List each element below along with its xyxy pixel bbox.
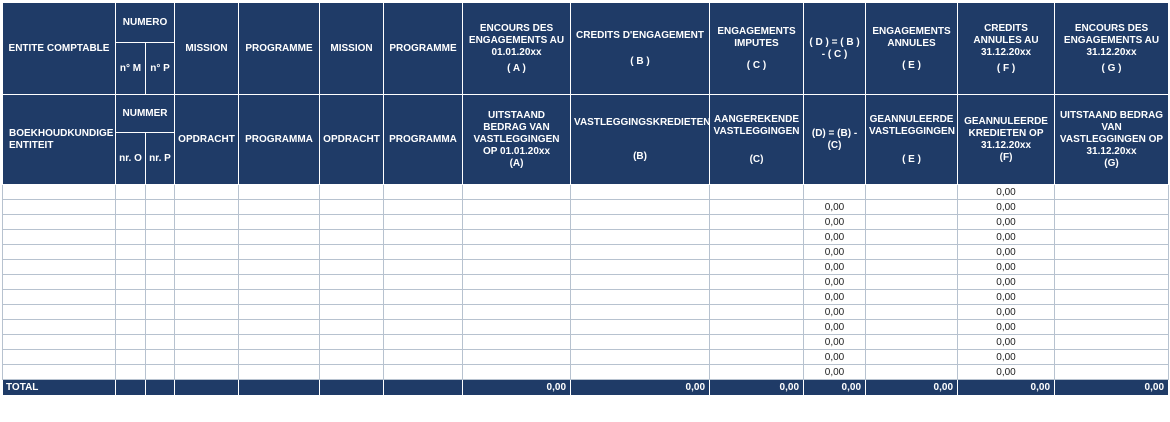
table-row (3, 260, 1169, 275)
table-cell[interactable] (463, 230, 571, 245)
table-cell[interactable] (175, 215, 239, 230)
table-cell[interactable] (384, 200, 463, 215)
header-annules-e: ENGAGEMENTS ANNULES ( E ) (866, 3, 958, 95)
cell-d[interactable]: 0,00 (804, 335, 866, 350)
table-cell[interactable] (571, 335, 710, 350)
table-cell[interactable] (175, 290, 239, 305)
table-cell[interactable] (384, 350, 463, 365)
table-cell[interactable] (710, 260, 804, 275)
table-cell[interactable] (3, 305, 116, 320)
table-cell[interactable] (320, 365, 384, 380)
header-encours-g: ENCOURS DES ENGAGEMENTS AU 31.12.20xx ( G ) (1055, 3, 1169, 95)
table-cell[interactable] (866, 305, 958, 320)
cell-d[interactable]: 0,00 (804, 230, 866, 245)
table-cell[interactable] (3, 260, 116, 275)
header-formula-d: ( D ) = ( B ) - ( C ) (804, 3, 866, 95)
cell-f[interactable]: 0,00 (958, 320, 1055, 335)
table-cell[interactable] (320, 245, 384, 260)
header-credits-f: CREDITS ANNULES AU 31.12.20xx ( F ) (958, 3, 1055, 95)
table-row (3, 275, 1169, 290)
table-cell[interactable] (239, 350, 320, 365)
total-cell (239, 380, 320, 396)
total-a: 0,00 (463, 380, 571, 396)
table-cell[interactable] (175, 320, 239, 335)
table-cell[interactable] (146, 200, 175, 215)
table-cell[interactable] (146, 320, 175, 335)
table-cell[interactable] (3, 350, 116, 365)
table-cell[interactable] (866, 290, 958, 305)
total-b: 0,00 (571, 380, 710, 396)
table-cell[interactable] (866, 215, 958, 230)
table-cell[interactable] (1055, 320, 1169, 335)
table-cell[interactable] (3, 365, 116, 380)
table-cell[interactable] (571, 260, 710, 275)
header-programma-2: PROGRAMMA (384, 95, 463, 185)
table-cell[interactable] (116, 365, 146, 380)
total-cell (320, 380, 384, 396)
header-entite: ENTITE COMPTABLE (3, 3, 116, 95)
table-cell[interactable] (116, 350, 146, 365)
total-f: 0,00 (958, 380, 1055, 396)
table-cell[interactable] (384, 365, 463, 380)
cell-d[interactable]: 0,00 (804, 215, 866, 230)
table-cell[interactable] (320, 290, 384, 305)
table-cell[interactable] (384, 260, 463, 275)
cell-d[interactable]: 0,00 (804, 305, 866, 320)
table-cell[interactable] (146, 230, 175, 245)
header-mission-1: MISSION (175, 3, 239, 95)
table-cell[interactable] (1055, 365, 1169, 380)
cell-d[interactable]: 0,00 (804, 245, 866, 260)
table-cell[interactable] (866, 320, 958, 335)
total-cell (175, 380, 239, 396)
table-cell[interactable] (146, 215, 175, 230)
table-cell[interactable] (384, 290, 463, 305)
table-row (3, 335, 1169, 350)
table-cell[interactable] (116, 275, 146, 290)
table-cell[interactable] (710, 215, 804, 230)
table-cell[interactable] (239, 215, 320, 230)
table-cell[interactable] (3, 320, 116, 335)
header-nummer: NUMMER (116, 95, 175, 133)
table-cell[interactable] (463, 275, 571, 290)
table-cell[interactable] (3, 230, 116, 245)
cell-f[interactable]: 0,00 (958, 260, 1055, 275)
table-cell[interactable] (1055, 305, 1169, 320)
table-cell[interactable] (1055, 230, 1169, 245)
table-cell[interactable] (384, 275, 463, 290)
table-row (3, 365, 1169, 380)
header-imputes-c: ENGAGEMENTS IMPUTES ( C ) (710, 3, 804, 95)
table-cell[interactable] (116, 320, 146, 335)
table-cell[interactable] (384, 335, 463, 350)
table-cell[interactable] (320, 320, 384, 335)
header-entiteit: BOEKHOUDKUNDIGE ENTITEIT (3, 95, 116, 185)
table-cell[interactable] (463, 350, 571, 365)
table-row (3, 320, 1169, 335)
table-cell[interactable] (384, 320, 463, 335)
table-cell[interactable] (116, 305, 146, 320)
table-cell[interactable] (710, 365, 804, 380)
table-cell[interactable] (175, 260, 239, 275)
table-cell[interactable] (146, 305, 175, 320)
total-cell (146, 380, 175, 396)
table-cell[interactable] (710, 200, 804, 215)
table-cell[interactable] (1055, 350, 1169, 365)
table-cell[interactable] (116, 245, 146, 260)
table-cell[interactable] (239, 275, 320, 290)
cell-f[interactable]: 0,00 (958, 200, 1055, 215)
table-cell[interactable] (3, 290, 116, 305)
table-cell[interactable] (571, 215, 710, 230)
table-cell[interactable] (866, 335, 958, 350)
table-row (3, 215, 1169, 230)
table-cell[interactable] (320, 185, 384, 200)
header-programme-2: PROGRAMME (384, 3, 463, 95)
total-d: 0,00 (804, 380, 866, 396)
table-cell[interactable] (463, 260, 571, 275)
table-cell[interactable] (239, 200, 320, 215)
header-mission-2: MISSION (320, 3, 384, 95)
table-cell[interactable] (571, 230, 710, 245)
header-uitstaand-g: UITSTAAND BEDRAG VAN VASTLEGGINGEN OP 31.12.20xx (G) (1055, 95, 1169, 185)
header-opdracht-2: OPDRACHT (320, 95, 384, 185)
table-cell[interactable] (116, 290, 146, 305)
table-cell[interactable] (175, 230, 239, 245)
table-cell[interactable] (710, 185, 804, 200)
table-cell[interactable] (320, 215, 384, 230)
table-cell[interactable] (320, 230, 384, 245)
table-cell[interactable] (384, 230, 463, 245)
table-cell[interactable] (239, 230, 320, 245)
table-cell[interactable] (1055, 335, 1169, 350)
header-aangerekende-c: AANGEREKENDE VASTLEGGINGEN (C) (710, 95, 804, 185)
table-cell[interactable] (384, 245, 463, 260)
table-cell[interactable] (175, 200, 239, 215)
table-row (3, 245, 1169, 260)
table-cell[interactable] (116, 185, 146, 200)
cell-f[interactable]: 0,00 (958, 275, 1055, 290)
table-cell[interactable] (320, 260, 384, 275)
table-cell[interactable] (239, 305, 320, 320)
cell-f[interactable]: 0,00 (958, 350, 1055, 365)
table-cell[interactable] (866, 200, 958, 215)
cell-f[interactable]: 0,00 (958, 185, 1055, 200)
table-cell[interactable] (146, 275, 175, 290)
table-cell[interactable] (463, 365, 571, 380)
table-cell[interactable] (3, 275, 116, 290)
total-cell (384, 380, 463, 396)
table-cell[interactable] (571, 320, 710, 335)
cell-d[interactable]: 0,00 (804, 275, 866, 290)
table-cell[interactable] (866, 275, 958, 290)
table-cell[interactable] (1055, 260, 1169, 275)
table-cell[interactable] (175, 275, 239, 290)
header-vastlegging-b: VASTLEGGINGSKREDIETEN (B) (571, 95, 710, 185)
table-cell[interactable] (866, 245, 958, 260)
table-row (3, 185, 1169, 200)
header-num-p: n° P (146, 43, 175, 95)
table-cell[interactable] (175, 350, 239, 365)
table-cell[interactable] (146, 245, 175, 260)
header-geannuleerde-e: GEANNULEERDE VASTLEGGINGEN ( E ) (866, 95, 958, 185)
cell-f[interactable]: 0,00 (958, 335, 1055, 350)
header-uitstaand-a: UITSTAAND BEDRAG VAN VASTLEGGINGEN OP 01.01.20xx (A) (463, 95, 571, 185)
table-row (3, 350, 1169, 365)
table-cell[interactable] (320, 305, 384, 320)
header-num-m: n° M (116, 43, 146, 95)
total-cell (116, 380, 146, 396)
cell-d[interactable]: 0,00 (804, 260, 866, 275)
table-row (3, 290, 1169, 305)
header-formula-d-nl: (D) = (B) - (C) (804, 95, 866, 185)
table-cell[interactable] (571, 350, 710, 365)
table-cell[interactable] (146, 365, 175, 380)
table-cell[interactable] (571, 365, 710, 380)
header-opdracht-1: OPDRACHT (175, 95, 239, 185)
table-cell[interactable] (3, 215, 116, 230)
table-cell[interactable] (146, 260, 175, 275)
table-cell[interactable] (239, 335, 320, 350)
table-cell[interactable] (239, 290, 320, 305)
table-cell[interactable] (710, 230, 804, 245)
total-e: 0,00 (866, 380, 958, 396)
table-cell[interactable] (239, 365, 320, 380)
table-cell[interactable] (710, 275, 804, 290)
cell-d[interactable]: 0,00 (804, 200, 866, 215)
table-cell[interactable] (116, 335, 146, 350)
cell-d[interactable]: 0,00 (804, 365, 866, 380)
table-cell[interactable] (146, 290, 175, 305)
cell-d[interactable]: 0,00 (804, 320, 866, 335)
table-cell[interactable] (866, 185, 958, 200)
header-credits-b: CREDITS D'ENGAGEMENT ( B ) (571, 3, 710, 95)
table-cell[interactable] (866, 350, 958, 365)
table-cell[interactable] (239, 320, 320, 335)
cell-d[interactable]: 0,00 (804, 290, 866, 305)
table-cell[interactable] (866, 365, 958, 380)
table-cell[interactable] (384, 305, 463, 320)
table-cell[interactable] (175, 365, 239, 380)
table-row (3, 305, 1169, 320)
table-cell[interactable] (175, 245, 239, 260)
table-cell[interactable] (571, 185, 710, 200)
cell-d[interactable] (804, 185, 866, 200)
cell-f[interactable]: 0,00 (958, 305, 1055, 320)
table-cell[interactable] (710, 320, 804, 335)
table-cell[interactable] (146, 335, 175, 350)
table-cell[interactable] (320, 350, 384, 365)
table-cell[interactable] (463, 245, 571, 260)
header-geannuleerde-f: GEANNULEERDE KREDIETEN OP 31.12.20xx (F) (958, 95, 1055, 185)
table-cell[interactable] (571, 245, 710, 260)
header-num-o: nr. O (116, 133, 146, 185)
cell-f[interactable]: 0,00 (958, 230, 1055, 245)
header-programme-1: PROGRAMME (239, 3, 320, 95)
cell-f[interactable]: 0,00 (958, 215, 1055, 230)
table-cell[interactable] (239, 260, 320, 275)
table-cell[interactable] (463, 290, 571, 305)
table-cell[interactable] (239, 185, 320, 200)
table-cell[interactable] (463, 305, 571, 320)
table-cell[interactable] (463, 185, 571, 200)
table-row (3, 200, 1169, 215)
commitments-table (2, 2, 1169, 396)
table-cell[interactable] (710, 245, 804, 260)
table-cell[interactable] (116, 260, 146, 275)
table-cell[interactable] (3, 200, 116, 215)
table-cell[interactable] (1055, 290, 1169, 305)
table-cell[interactable] (116, 200, 146, 215)
table-cell[interactable] (116, 230, 146, 245)
total-g: 0,00 (1055, 380, 1169, 396)
table-cell[interactable] (239, 245, 320, 260)
table-cell[interactable] (146, 185, 175, 200)
table-cell[interactable] (384, 215, 463, 230)
table-row (3, 230, 1169, 245)
table-cell[interactable] (571, 305, 710, 320)
cell-f[interactable]: 0,00 (958, 290, 1055, 305)
table-cell[interactable] (320, 200, 384, 215)
table-cell[interactable] (571, 290, 710, 305)
table-cell[interactable] (463, 200, 571, 215)
table-cell[interactable] (175, 185, 239, 200)
table-cell[interactable] (1055, 215, 1169, 230)
table-cell[interactable] (384, 185, 463, 200)
table-cell[interactable] (463, 320, 571, 335)
table-cell[interactable] (571, 275, 710, 290)
cell-f[interactable]: 0,00 (958, 365, 1055, 380)
table-cell[interactable] (710, 350, 804, 365)
table-cell[interactable] (1055, 200, 1169, 215)
table-cell[interactable] (710, 290, 804, 305)
table-cell[interactable] (1055, 275, 1169, 290)
header-num-p-nl: nr. P (146, 133, 175, 185)
table-cell[interactable] (320, 335, 384, 350)
total-label: TOTAL (3, 380, 116, 396)
table-cell[interactable] (175, 305, 239, 320)
header-numero: NUMERO (116, 3, 175, 43)
table-cell[interactable] (146, 350, 175, 365)
header-encours-a: ENCOURS DES ENGAGEMENTS AU 01.01.20xx ( A ) (463, 3, 571, 95)
table-cell[interactable] (571, 200, 710, 215)
cell-d[interactable]: 0,00 (804, 350, 866, 365)
header-programma-1: PROGRAMMA (239, 95, 320, 185)
table-cell[interactable] (866, 260, 958, 275)
table-cell[interactable] (463, 335, 571, 350)
table-cell[interactable] (175, 335, 239, 350)
table-cell[interactable] (866, 230, 958, 245)
table-cell[interactable] (463, 215, 571, 230)
table-cell[interactable] (3, 335, 116, 350)
table-cell[interactable] (710, 305, 804, 320)
table-cell[interactable] (3, 245, 116, 260)
table-cell[interactable] (710, 335, 804, 350)
table-cell[interactable] (3, 185, 116, 200)
table-cell[interactable] (1055, 185, 1169, 200)
table-cell[interactable] (320, 275, 384, 290)
cell-f[interactable]: 0,00 (958, 245, 1055, 260)
total-c: 0,00 (710, 380, 804, 396)
table-cell[interactable] (1055, 245, 1169, 260)
table-cell[interactable] (116, 215, 146, 230)
